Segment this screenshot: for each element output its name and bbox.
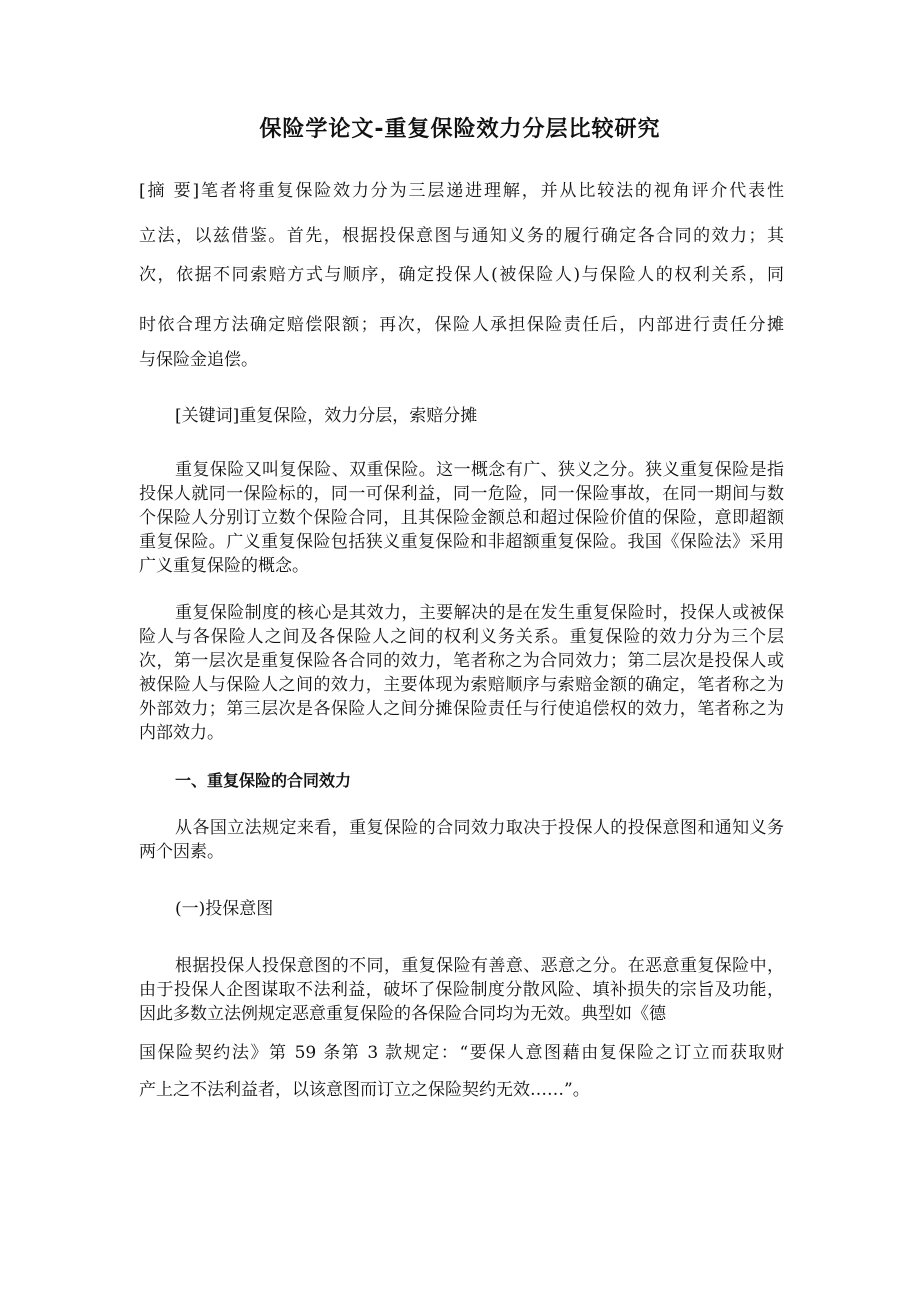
section-heading: 一、重复保险的合同效力 <box>175 771 352 790</box>
abstract-line-1: [摘 要]笔者将重复保险效力分为三层递进理解，并从比较法的视角评介代表性 <box>139 181 784 201</box>
abstract-line-2: 立法，以兹借鉴。首先，根据投保意图与通知义务的履行确定各合同的效力；其 <box>139 226 784 246</box>
abstract-line-4: 时依合理方法确定赔偿限额；再次，保险人承担保险责任后，内部进行责任分摊 <box>139 315 784 335</box>
subsection-heading: (一)投保意图 <box>175 899 274 919</box>
document-title: 保险学论文-重复保险效力分层比较研究 <box>259 117 661 142</box>
keywords: [关键词]重复保险，效力分层，索赔分摊 <box>175 406 478 426</box>
paragraph-3-line-b: 产上之不法利益者，以该意图而订立之保险契约无效……”。 <box>139 1080 590 1100</box>
paragraph-3-line-a: 国保险契约法》第 59 条第 3 款规定：“要保人意图藉由复保险之订立而获取财 <box>139 1043 784 1063</box>
section-intro: 从各国立法规定来看，重复保险的合同效力取决于投保人的投保意图和通知义务两个因素。 <box>139 818 784 862</box>
abstract-line-3: 次，依据不同索赔方式与顺序，确定投保人(被保险人)与保险人的权利关系，同 <box>139 265 784 285</box>
paragraph-3: 根据投保人投保意图的不同，重复保险有善意、恶意之分。在恶意重复保险中，由于投保人企图谋取不法利益，破坏了保险制度分散风险、填补损失的宗旨及功能，因此多数立法例规定恶意重复保险的各保险合同均为无效。典型如《德 <box>139 956 784 1024</box>
paragraph-1: 重复保险又叫复保险、双重保险。这一概念有广、狭义之分。狭义重复保险是指投保人就同一保险标的，同一可保利益，同一危险，同一保险事故，在同一期间与数个保险人分别订立数个保险合同，且其保险金额总和超过保险价值的保险，意即超额重复保险。广义重复保险包括狭义重复保险和非超额重复保险。我国《保险法》采用广义重复保险的概念。 <box>139 460 784 576</box>
abstract-line-5: 与保险金追偿。 <box>139 350 258 370</box>
paragraph-2: 重复保险制度的核心是其效力，主要解决的是在发生重复保险时，投保人或被保险人与各保险人之间及各保险人之间的权利义务关系。重复保险的效力分为三个层次，第一层次是重复保险各合同的效力，笔者称之为合同效力；第二层次是投保人或被保险人与保险人之间的效力，主要体现为索赔顺序与索赔金额的确定，笔者称之为外部效力；第三层次是各保险人之间分摊保险责任与行使追偿权的效力，笔者称之为内部效力。 <box>139 603 784 743</box>
